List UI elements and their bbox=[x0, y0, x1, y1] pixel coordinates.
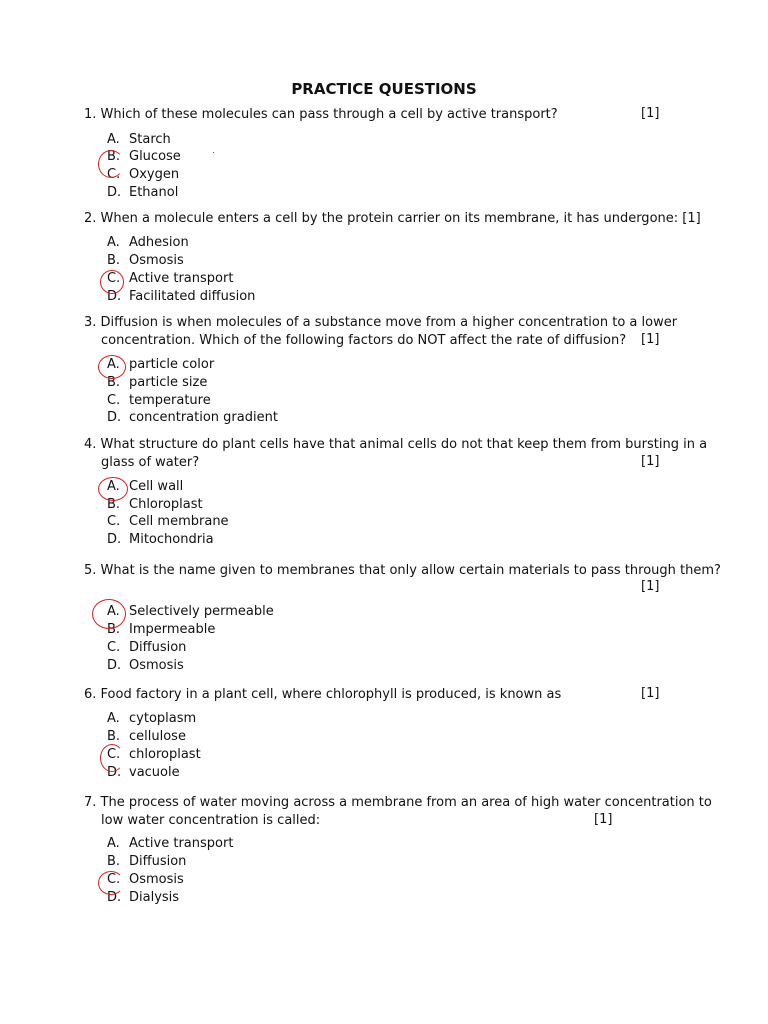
question-2-option-a: A. Adhesion bbox=[107, 235, 189, 250]
question-7-option-d: D. Dialysis bbox=[107, 890, 180, 905]
question-3-option-d: D. concentration gradient bbox=[107, 410, 278, 425]
question-6-option-b: B. cellulose bbox=[107, 729, 186, 744]
question-2-option-c: C. Active transport bbox=[107, 271, 234, 286]
question-3-text-line-2: concentration. Which of the following factors do NOT affect the rate of diffusion? bbox=[101, 333, 627, 348]
question-4-option-a: A. Cell wall bbox=[107, 479, 184, 494]
question-1-text: 1. Which of these molecules can pass through a cell by active transport? bbox=[84, 107, 558, 122]
question-7-text-line-1: 7. The process of water moving across a membrane from an area of high water concentration to bbox=[84, 795, 712, 810]
question-3-mark: [1] bbox=[641, 332, 660, 347]
question-5-mark: [1] bbox=[641, 579, 660, 594]
question-4-text-line-2: glass of water? bbox=[101, 455, 200, 470]
question-1-option-d: D. Ethanol bbox=[107, 185, 179, 200]
question-6-mark: [1] bbox=[641, 686, 660, 701]
question-3-option-c: C. temperature bbox=[107, 393, 211, 408]
question-2-option-b: B. Osmosis bbox=[107, 253, 184, 268]
question-5-option-b: B. Impermeable bbox=[107, 622, 216, 637]
question-7-mark: [1] bbox=[594, 812, 613, 827]
question-6-option-d: D. vacuole bbox=[107, 765, 180, 780]
question-4-option-c: C. Cell membrane bbox=[107, 514, 229, 529]
question-2-option-d: D. Facilitated diffusion bbox=[107, 289, 256, 304]
question-6-text: 6. Food factory in a plant cell, where chlorophyll is produced, is known as bbox=[84, 687, 562, 702]
question-1-option-c: C. Oxygen bbox=[107, 167, 180, 182]
question-4-mark: [1] bbox=[641, 454, 660, 469]
question-2-text: 2. When a molecule enters a cell by the protein carrier on its membrane, it has undergone: [1] bbox=[84, 211, 701, 226]
question-1-option-a: A. Starch bbox=[107, 132, 171, 147]
question-7-option-c: C. Osmosis bbox=[107, 872, 184, 887]
question-6-option-a: A. cytoplasm bbox=[107, 711, 197, 726]
question-3-text-line-1: 3. Diffusion is when molecules of a substance move from a higher concentration to a lower bbox=[84, 315, 678, 330]
question-7-option-b: B. Diffusion bbox=[107, 854, 187, 869]
question-5-option-d: D. Osmosis bbox=[107, 658, 184, 673]
question-3-option-b: B. particle size bbox=[107, 375, 208, 390]
question-4-option-b: B. Chloroplast bbox=[107, 497, 203, 512]
question-7-option-a: A. Active transport bbox=[107, 836, 234, 851]
stray-dot bbox=[213, 152, 214, 153]
question-5-option-c: C. Diffusion bbox=[107, 640, 187, 655]
question-1-mark: [1] bbox=[641, 106, 660, 121]
question-6-option-c: C. chloroplast bbox=[107, 747, 201, 762]
question-1-option-b: B. Glucose bbox=[107, 149, 181, 164]
page-title: PRACTICE QUESTIONS bbox=[291, 80, 477, 98]
question-5-option-a: A. Selectively permeable bbox=[107, 604, 274, 619]
question-4-option-d: D. Mitochondria bbox=[107, 532, 214, 547]
question-4-text-line-1: 4. What structure do plant cells have that animal cells do not that keep them from bursting in a bbox=[84, 437, 708, 452]
question-5-text: 5. What is the name given to membranes that only allow certain materials to pass through them? bbox=[84, 563, 721, 578]
question-7-text-line-2: low water concentration is called: bbox=[101, 813, 321, 828]
question-3-option-a: A. particle color bbox=[107, 357, 215, 372]
